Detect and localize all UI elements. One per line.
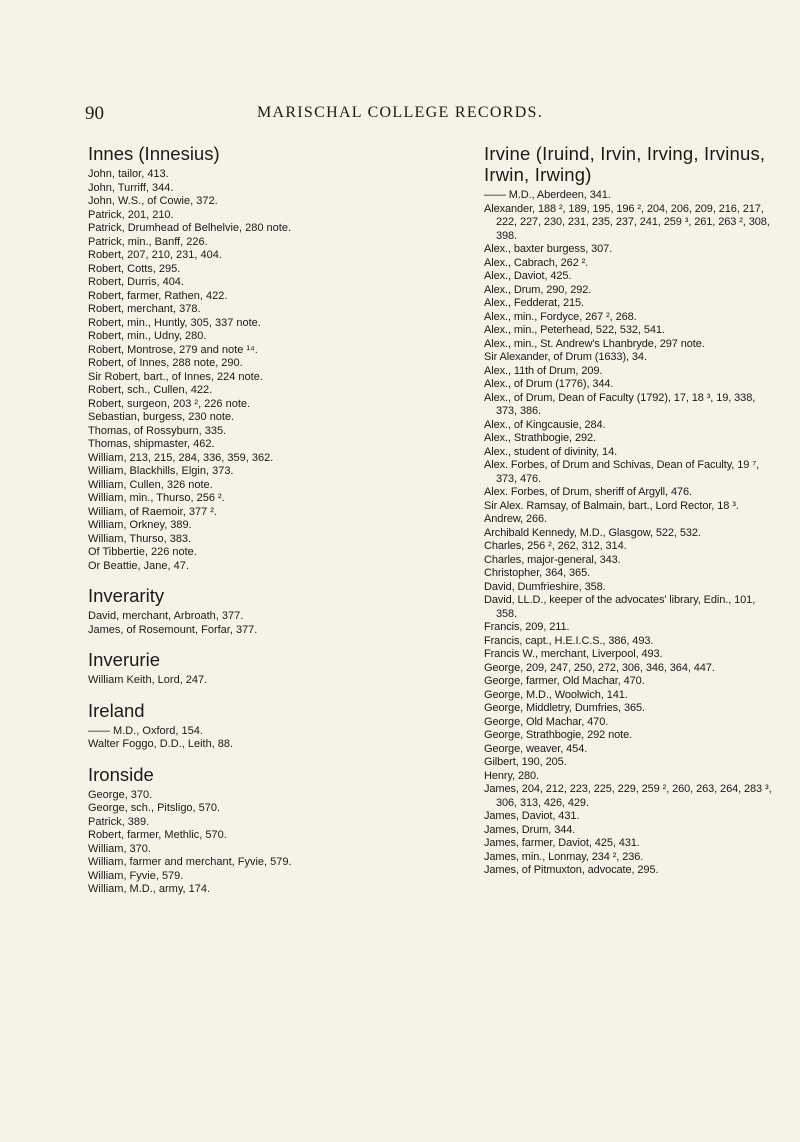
index-entry: James, Drum, 344. (484, 823, 576, 836)
index-entry: Thomas, of Rossyburn, 335. (88, 424, 227, 437)
index-entry: David, LL.D., keeper of the advocates' library, Edin., 101, 358. (484, 594, 756, 620)
index-entry: Sebastian, burgess, 230 note. (88, 411, 235, 423)
index-entry: William, Orkney, 389. (88, 519, 192, 531)
index-entry: Alex., min., St. Andrew's Lhanbryde, 297 note. (484, 337, 705, 350)
section-ironside (88, 764, 408, 897)
index-entry: Of Tibbertie, 226 note. (88, 546, 197, 558)
index-entry: Gilbert, 190, 205. (484, 756, 567, 768)
index-entry: James, min., Lonmay, 234 ², 236. (484, 850, 644, 863)
index-entry: George, 209, 247, 250, 272, 306, 346, 364, 447. (484, 661, 715, 674)
index-entry: Alex., of Drum, Dean of Faculty (1792), 17, 18 ³, 19, 338, 373, 386. (484, 391, 756, 417)
index-entry: George, sch., Pitsligo, 570. (88, 802, 221, 814)
index-entry: William, Cullen, 326 note. (88, 478, 213, 491)
index-entry: Alex., baxter burgess, 307. (484, 243, 613, 255)
index-entry: George, M.D., Woolwich, 141. (484, 688, 628, 701)
index-entry: Alex., of Drum (1776), 344. (484, 378, 614, 390)
index-entry: Alex., 11th of Drum, 209. (484, 364, 603, 377)
index-entry: Alex. Forbes, of Drum, sheriff of Argyll, 476. (484, 486, 692, 498)
index-entry: Alex., Strathbogie, 292. (484, 432, 596, 444)
index-entry: George, farmer, Old Machar, 470. (484, 675, 645, 687)
index-entry: Robert, of Innes, 288 note, 290. (88, 357, 243, 369)
index-entry: Francis, 209, 211. (484, 621, 570, 633)
section-heading: Ireland (88, 699, 145, 721)
index-entry: Alex., Fedderat, 215. (484, 297, 585, 309)
page-number: 90 (85, 103, 104, 124)
index-entry: Patrick, Drumhead of Belhelvie, 280 note. (88, 222, 292, 234)
index-entry: George, Middletry, Dumfries, 365. (484, 702, 645, 714)
index-entry: Or Beattie, Jane, 47. (88, 559, 189, 572)
index-entry: —— M.D., Oxford, 154. (88, 724, 203, 737)
index-entry: William, M.D., army, 174. (88, 883, 211, 895)
index-entry: George, Old Machar, 470. (484, 715, 609, 728)
section-heading: Innes (Innesius) (88, 143, 220, 164)
index-entry: Robert, farmer, Rathen, 422. (88, 289, 228, 302)
left-column (88, 143, 408, 909)
index-entry: Alex., Drum, 290, 292. (484, 283, 592, 296)
index-entry: —— M.D., Aberdeen, 341. (484, 189, 611, 201)
section-irvine (484, 143, 774, 878)
section-heading: Inverarity (88, 585, 165, 606)
index-entry: James, of Pitmuxton, advocate, 295. (484, 864, 659, 876)
index-entry: Robert, Montrose, 279 and note ¹⁴. (88, 343, 258, 356)
index-entry: William, 213, 215, 284, 336, 359, 362. (88, 451, 274, 464)
index-entry: Francis, capt., H.E.I.C.S., 386, 493. (484, 634, 654, 647)
index-entry: Thomas, shipmaster, 462. (88, 438, 215, 450)
index-entry: William, Fyvie, 579. (88, 869, 184, 882)
index-entry: William Keith, Lord, 247. (88, 674, 208, 686)
index-entry: William, Blackhills, Elgin, 373. (88, 465, 234, 477)
index-entry: William, min., Thurso, 256 ². (88, 492, 225, 504)
index-entry: Alex., min., Fordyce, 267 ², 268. (484, 310, 637, 323)
index-entry: Andrew, 266. (484, 513, 548, 525)
index-entry: Walter Foggo, D.D., Leith, 88. (88, 738, 234, 750)
index-entry: Alex., student of divinity, 14. (484, 445, 618, 458)
index-entry: Robert, farmer, Methlic, 570. (88, 829, 227, 841)
index-entry: William, Thurso, 383. (88, 532, 192, 545)
index-entry: Alex., Daviot, 425. (484, 270, 572, 282)
index-entry: Alex., of Kingcausie, 284. (484, 418, 606, 431)
index-entry: Alex., Cabrach, 262 ². (484, 256, 589, 269)
index-entry: Robert, 207, 210, 231, 404. (88, 249, 222, 261)
index-entry: Christopher, 364, 365. (484, 567, 591, 579)
section-heading: Inverurie (88, 649, 160, 670)
index-entry: Patrick, min., Banff, 226. (88, 235, 208, 248)
index-entry: William, of Raemoir, 377 ². (88, 505, 217, 518)
index-entry: George, 370. (88, 788, 153, 801)
index-entry: James, Daviot, 431. (484, 810, 580, 822)
index-entry: Charles, major-general, 343. (484, 553, 621, 566)
index-entry: David, merchant, Arbroath, 377. (88, 610, 244, 622)
index-entry: Robert, Cotts, 295. (88, 262, 181, 275)
index-entry: Robert, Durris, 404. (88, 276, 184, 288)
index-entry: Alexander, 188 ², 189, 195, 196 ², 204, 206, 209, 216, 217, 222, 227, 230, 231, 235, 237, 241, 259 ³, 261, 263 ², 308, 398. (484, 202, 770, 242)
index-entry: John, Turriff, 344. (88, 181, 174, 194)
index-entry: Patrick, 389. (88, 815, 150, 828)
index-entry: James, of Rosemount, Forfar, 377. (88, 623, 258, 636)
index-entry: Sir Robert, bart., of Innes, 224 note. (88, 370, 263, 383)
section-inverurie (88, 649, 408, 688)
section-heading: Ironside (88, 763, 154, 785)
index-entry: Alex., min., Peterhead, 522, 532, 541. (484, 324, 665, 336)
index-entry: Robert, min., Huntly, 305, 337 note. (88, 316, 261, 329)
index-entry: Archibald Kennedy, M.D., Glasgow, 522, 532. (484, 526, 701, 539)
index-entry: William, 370. (88, 842, 151, 855)
index-entry: George, weaver, 454. (484, 742, 588, 755)
section-innes (88, 143, 408, 573)
index-entry: David, Dumfrieshire, 358. (484, 580, 606, 593)
index-entry: John, tailor, 413. (88, 168, 169, 180)
running-title: MARISCHAL COLLEGE RECORDS. (256, 104, 544, 121)
index-entry: George, Strathbogie, 292 note. (484, 729, 633, 741)
index-entry: Sir Alexander, of Drum (1633), 34. (484, 351, 647, 363)
index-entry: Robert, sch., Cullen, 422. (88, 384, 213, 396)
right-column (484, 143, 774, 890)
index-entry: Alex. Forbes, of Drum and Schivas, Dean of Faculty, 19 ⁷, 373, 476. (484, 459, 760, 485)
index-entry: Robert, surgeon, 203 ², 226 note. (88, 397, 251, 410)
index-entry: James, 204, 212, 223, 225, 229, 259 ², 260, 263, 264, 283 ³, 306, 313, 426, 429. (484, 783, 772, 809)
index-entry: John, W.S., of Cowie, 372. (88, 195, 218, 207)
index-entry: Robert, min., Udny, 280. (88, 330, 207, 342)
index-entry: William, farmer and merchant, Fyvie, 579. (88, 856, 292, 868)
index-entry: Francis W., merchant, Liverpool, 493. (484, 648, 663, 660)
index-entry: James, farmer, Daviot, 425, 431. (484, 837, 640, 849)
index-entry: Charles, 256 ², 262, 312, 314. (484, 540, 627, 552)
page-header (0, 103, 800, 125)
index-entry: Henry, 280. (484, 769, 539, 782)
index-entry: Sir Alex. Ramsay, of Balmain, bart., Lord Rector, 18 ³. (484, 499, 739, 512)
section-heading: Irvine (Iruind, Irvin, Irving, Irvinus, Irwin, Irwing) (484, 143, 766, 185)
index-entry: Robert, merchant, 378. (88, 303, 201, 315)
index-entry: Patrick, 201, 210. (88, 208, 174, 221)
section-ireland (88, 700, 408, 752)
section-inverarity (88, 585, 408, 637)
